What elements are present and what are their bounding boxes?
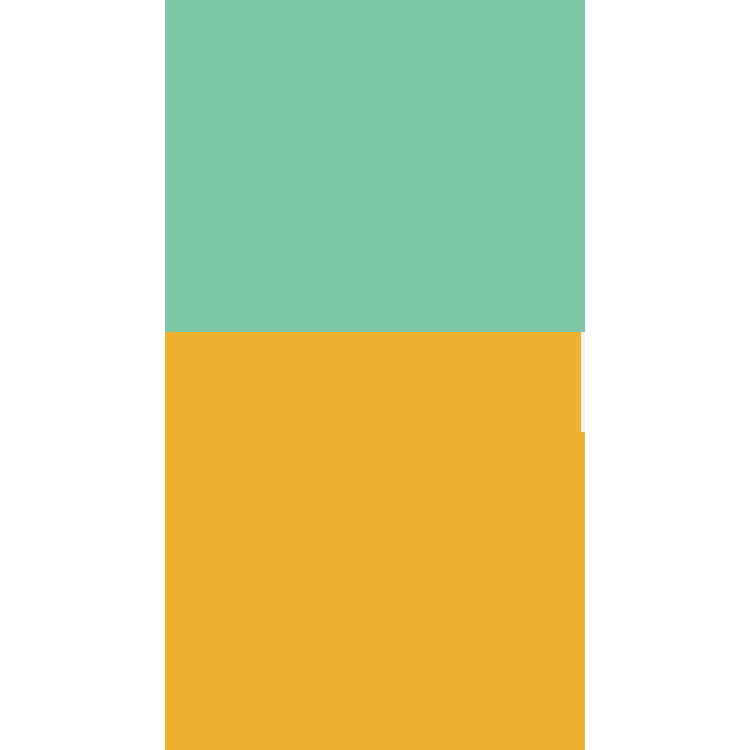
top-message-text	[175, 124, 577, 284]
bottom-message-panel	[165, 332, 585, 750]
bottom-message-text	[181, 474, 577, 588]
story-frame	[165, 0, 585, 750]
top-message-panel	[165, 0, 585, 332]
panel-edge-divider	[581, 332, 585, 432]
